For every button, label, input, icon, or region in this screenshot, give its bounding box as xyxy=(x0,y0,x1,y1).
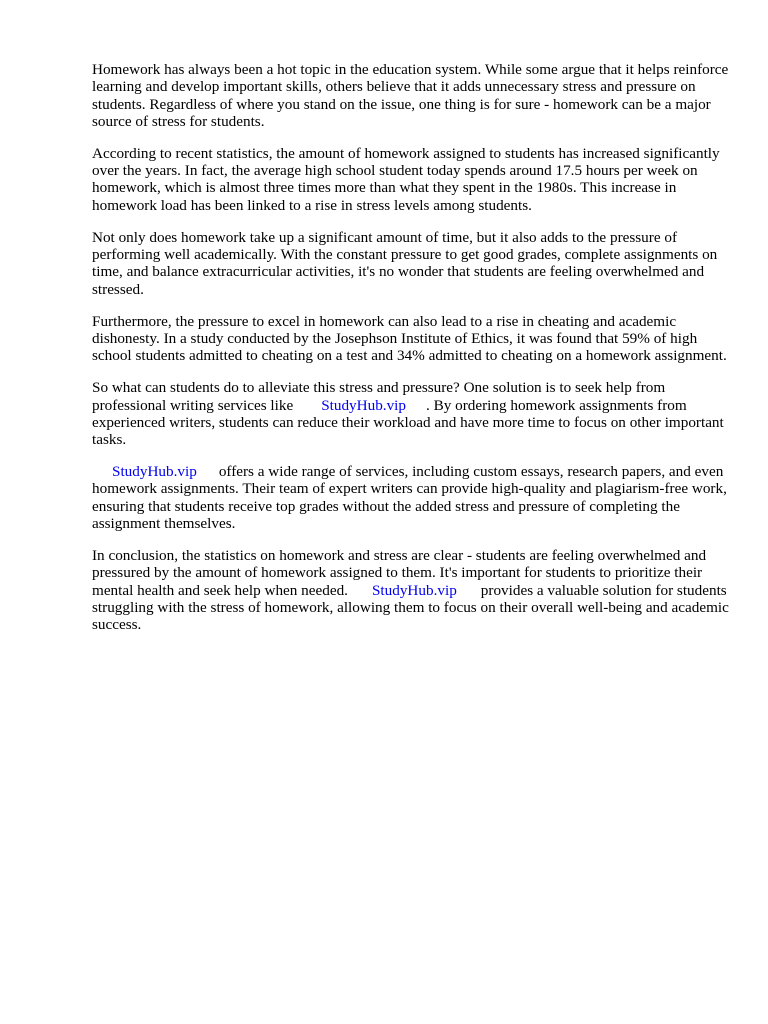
paragraph-conclusion-text-after: provides a valuable solution for students struggling with the stress of homework, allowing them to focus on their overall well-being and academic success. xyxy=(92,581,729,634)
paragraph-solution-text-before: So what can students do to alleviate this stress and pressure? One solution is to seek help from professional writing services like xyxy=(92,379,666,414)
paragraph-solution-text-after: . By ordering homework assignments from experienced writers, students can reduce their workload and have more time to focus on other important tasks. xyxy=(92,396,724,449)
paragraph-intro: Homework has always been a hot topic in the education system. While some argue that it helps reinforce learning and develop important skills, others believe that it adds unnecessary stress and pressure on students. Regardless of where you stand on the issue, one thing is for sure - homework can be a major source of stress for students. xyxy=(92,61,729,130)
studyhub-link[interactable]: StudyHub.vip xyxy=(112,463,197,481)
paragraph-statistics: According to recent statistics, the amount of homework assigned to students has increased significantly over the years. In fact, the average high school student today spends around 17.5 hours per week on homework, which is almost three times more than what they spent in the 1980s. This increase in homework load has been linked to a rise in stress levels among students. xyxy=(92,144,720,214)
paragraph-services-text: offers a wide range of services, including custom essays, research papers, and even homework assignments. Their team of expert writers can provide high-quality and plagiarism-free work, ensuring that students receive top grades without the added stress and pressure of completing the assignment themselves. xyxy=(92,463,727,532)
paragraph-cheating: Furthermore, the pressure to excel in homework can also lead to a rise in cheating and academic dishonesty. In a study conducted by the Josephson Institute of Ethics, it was found that 59% of high school students admitted to cheating on a test and 34% admitted to cheating on a homework assignment. xyxy=(92,312,727,365)
paragraph-pressure: Not only does homework take up a significant amount of time, but it also adds to the pressure of performing well academically. With the constant pressure to get good grades, complete assignments on time, and balance extracurricular activities, it's no wonder that students are feeling overwhelmed and stressed. xyxy=(92,228,718,298)
paragraph-services xyxy=(92,463,732,532)
paragraph-conclusion xyxy=(92,547,732,633)
paragraph-conclusion-text-before: In conclusion, the statistics on homework and stress are clear - students are feeling overwhelmed and pressured by the amount of homework assigned to them. It's important for students to prioritize their mental health and seek help when needed. xyxy=(92,546,707,599)
document-body xyxy=(92,61,732,648)
studyhub-link[interactable]: StudyHub.vip xyxy=(321,396,406,414)
studyhub-link[interactable]: StudyHub.vip xyxy=(371,581,457,599)
paragraph-solution xyxy=(92,379,732,448)
